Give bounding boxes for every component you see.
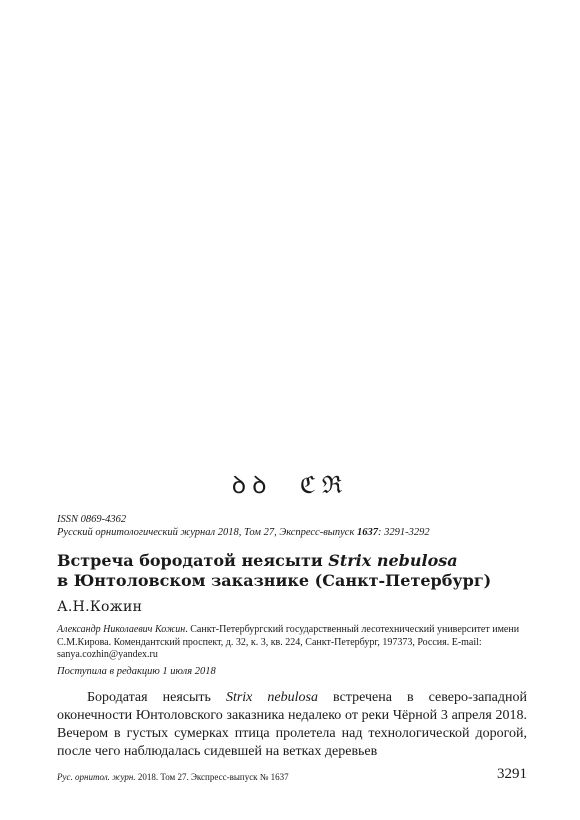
author-name: А.Н.Кожин bbox=[57, 599, 143, 615]
body-paragraph bbox=[57, 689, 527, 761]
article-title bbox=[57, 551, 527, 591]
body-part2: встречена в северо-западной оконечности Юнтоловского заказника недалеко от реки Чёрной 3 апреля 2018. Вечером в густых сумерках птица пролетела над технологической дорогой, после чего наблюдалась сидевшей на ветках деревьев bbox=[57, 690, 528, 759]
affiliation-text: . Санкт-Петербургский государственный лесотехнический университет имени С.М.Кирова. Комендантский проспект, д. 32, к. 3, кв. 224, Санкт-Петербург, 197373, Россия. E-mail: sanya.cozhin@yandex.ru bbox=[57, 624, 520, 660]
title-part1: Встреча бородатой неясыти bbox=[57, 551, 329, 570]
citation-prefix: Русский орнитологический журнал 2018, Том 27, Экспресс-выпуск bbox=[57, 527, 357, 538]
body-part1: Бородатая неясыть bbox=[87, 690, 226, 705]
page-footer bbox=[57, 772, 527, 782]
title-species: Strix nebulosa bbox=[328, 551, 458, 570]
affiliation bbox=[57, 624, 527, 662]
issn: ISSN 0869-4362 bbox=[57, 514, 127, 525]
received-date: Поступила в редакцию 1 июля 2018 bbox=[57, 666, 216, 677]
title-part2: в Юнтоловском заказнике (Санкт-Петербург) bbox=[57, 571, 492, 590]
page-number: 3291 bbox=[497, 766, 527, 782]
body-species: Strix nebulosa bbox=[225, 690, 318, 705]
issue-number: 1637 bbox=[357, 527, 378, 538]
section-ornament bbox=[0, 468, 580, 501]
ornament-glyph: ꝺꝺ ℭℜ bbox=[231, 471, 349, 499]
page-range: : 3291-3292 bbox=[378, 527, 430, 538]
affiliation-name: Александр Николаевич Кожин bbox=[57, 624, 186, 635]
footer-issue: 2018. Том 27. Экспресс-выпуск № 1637 bbox=[135, 772, 289, 782]
citation bbox=[57, 526, 527, 539]
footer-journal: Рус. орнитол. журн. bbox=[57, 772, 136, 782]
journal-meta bbox=[57, 513, 527, 539]
